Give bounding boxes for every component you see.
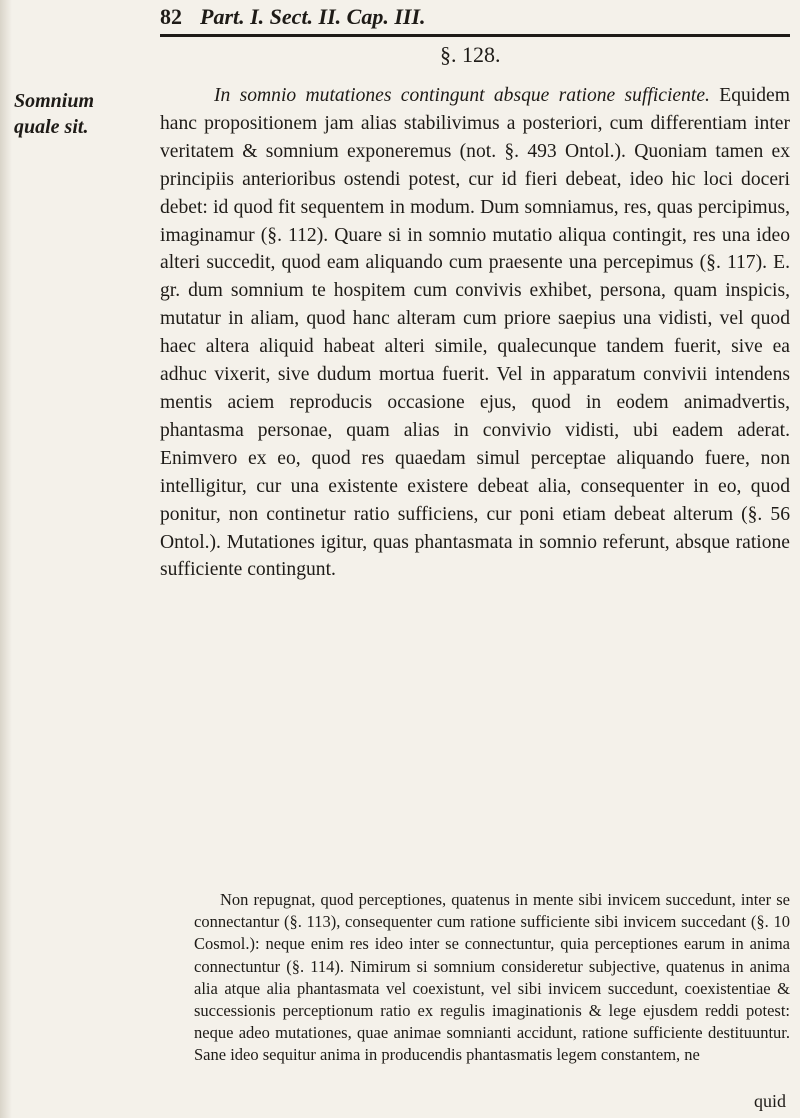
main-paragraph-text: Equidem hanc propositionem jam alias stabilivimus a posteriori, cum differentiam inter veritatem & somnium exponeremus (not. §. 493 Ontol.). Quoniam tamen ex principiis anterioribus ostendi potest, cur id fieri debeat, ideo hic loci doceri debet: id quod fit sequentem in modum. Dum somniamus, res, quas percipimus, imaginamur (§. 112). Quare si in somnio mutatio aliqua contingit, res una ideo alteri succedit, quod eam aliquando cum praesente una percepimus (§. 117). E. gr. dum somnium te hospitem cum convivis exhibet, persona, quam inspicis, mutatur in aliam, quod hanc alteram cum priore saepius una vidisti, vel quod haec altera aliquid habeat alteri simile, qualecunque tandem fuerit, sive ea adhuc vixerit, sive dudum mortua fuerit. Vel in apparatum convivii intendens mentis aciem reproducis occasione ejus, quod in eodem animadvertis, phantasma personae, quam alias in convivio vidisti, ubi eadem aderat. Enimvero ex eo, quod res quaedam simul perceptae aliquando fuere, non intelligitur, cur una existente existere debeat alia, consequenter in eo, quod ponitur, non continetur ratio sufficiens, cur poni etiam debeat alterum (§. 56 Ontol.). Mutationes igitur, quas phantasmata in somnio referunt, absque ratione sufficiente contingunt. [160, 85, 790, 581]
catchword: quid [753, 1091, 786, 1111]
section-number: §. 128. [440, 42, 501, 67]
margin-note-line-2: quale sit. [14, 116, 89, 138]
page-gutter-shadow [0, 0, 12, 1118]
main-paragraph [160, 82, 790, 584]
note-paragraph-text: Non repugnat, quod perceptiones, quatenus in mente sibi invicem succedunt, inter se connectantur (§. 113), consequenter cum ratione sufficiente sibi invicem succedant (§. 10 Cosmol.): neque enim res ideo inter se connectuntur, quia perceptiones earum in anima connectuntur (§. 114). Nimirum si somnium consideretur subjective, quatenus in anima alia atque alia phantasmata vel coexistunt, vel sibi invicem succedunt, coexistentiae & successionis perceptionum ratio ex regulis imaginationis & lege ejusdem reddi potest: neque adeo mutationes, quae animae somnianti accidunt, ratione sufficiente destituuntur. Sane ideo sequitur anima in producendis phantasmatis legem constantem, ne [194, 890, 790, 1065]
page-header [160, 4, 790, 34]
margin-note [14, 88, 144, 140]
header-rule [160, 34, 790, 37]
section-title: In somnio mutationes contingunt absque ratione sufficiente. [214, 85, 710, 106]
note-paragraph [194, 889, 790, 1067]
running-head: Part. I. Sect. II. Cap. III. [200, 4, 426, 29]
margin-note-line-1: Somnium [14, 90, 95, 112]
page-number: 82 [160, 4, 182, 29]
